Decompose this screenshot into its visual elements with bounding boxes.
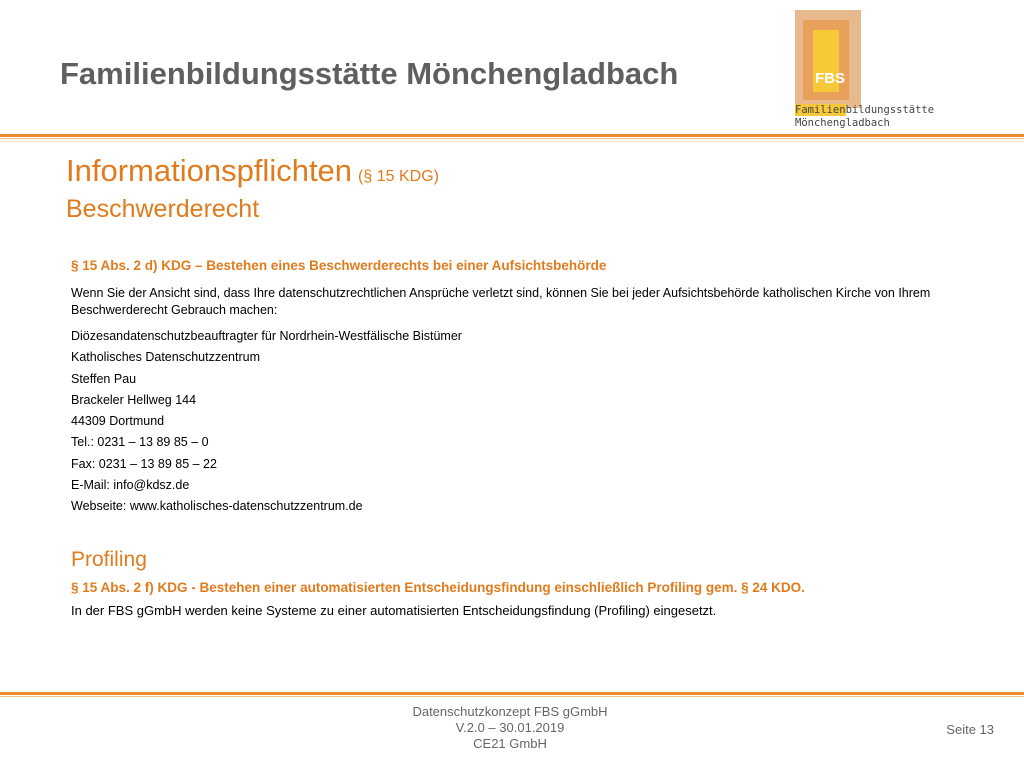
- footer-line2: V.2.0 – 30.01.2019: [455, 720, 565, 735]
- address-line: Diözesandatenschutzbeauftragter für Nordrhein-Westfälische Bistümer: [71, 329, 462, 343]
- footer-rule-light: [0, 696, 1024, 697]
- address-line: Webseite: www.katholisches-datenschutzzentrum.de: [71, 499, 363, 514]
- profiling-title: Profiling: [71, 547, 147, 571]
- footer-line1: Datenschutzkonzept FBS gGmbH: [412, 704, 608, 719]
- complaint-intro: Wenn Sie der Ansicht sind, dass Ihre datenschutzrechtlichen Ansprüche verletzt sind, können Sie bei jeder Aufsichtsbehörde katholischen Kirche von Ihrem Beschwerderecht Gebrauch machen:: [71, 286, 931, 317]
- logo-abbr: FBS: [815, 70, 845, 87]
- profiling-heading: § 15 Abs. 2 f) KDG - Bestehen einer automatisierten Entscheidungsfindung einschließlich Profiling gem. § 24 KDO.: [71, 579, 805, 595]
- header-rule: [0, 134, 1024, 137]
- footer-rule: [0, 692, 1024, 695]
- main-content: [71, 258, 996, 618]
- footer: [380, 704, 640, 752]
- logo-text-highlight: Familien: [795, 104, 846, 116]
- address-line: Steffen Pau: [71, 371, 137, 386]
- address-line: E-Mail: info@kdsz.de: [71, 478, 190, 493]
- address-line: Brackeler Hellweg 144: [71, 392, 197, 407]
- address-line: Tel.: 0231 – 13 89 85 – 0: [71, 435, 209, 450]
- page-number: Seite 13: [946, 722, 994, 737]
- logo-text-line1: [795, 104, 934, 116]
- address-line: Fax: 0231 – 13 89 85 – 22: [71, 456, 217, 471]
- authority-address: [71, 326, 996, 518]
- section-subtitle: Beschwerderecht: [66, 195, 260, 223]
- header-title: Familienbildungsstätte Mönchengladbach: [60, 56, 679, 91]
- profiling-text: In der FBS gGmbH werden keine Systeme zu einer automatisierten Entscheidungsfindung (Profiling) eingesetzt.: [71, 602, 717, 618]
- logo-text-rest: bildungsstätte: [845, 104, 935, 116]
- footer-line3: CE21 GmbH: [473, 736, 547, 751]
- complaint-heading: § 15 Abs. 2 d) KDG – Bestehen eines Beschwerderechts bei einer Aufsichtsbehörde: [71, 258, 607, 273]
- logo-text-line2: Mönchengladbach: [795, 117, 890, 129]
- section-title-note: (§ 15 KDG): [358, 168, 439, 185]
- section-title-text: Informationspflichten: [66, 153, 353, 188]
- header-rule-light: [0, 138, 1024, 139]
- address-line: 44309 Dortmund: [71, 414, 165, 429]
- address-line: Katholisches Datenschutzzentrum: [71, 350, 260, 365]
- section-title: [66, 153, 439, 189]
- fbs-logo: [795, 8, 955, 133]
- header-rule-faint: [0, 141, 1024, 142]
